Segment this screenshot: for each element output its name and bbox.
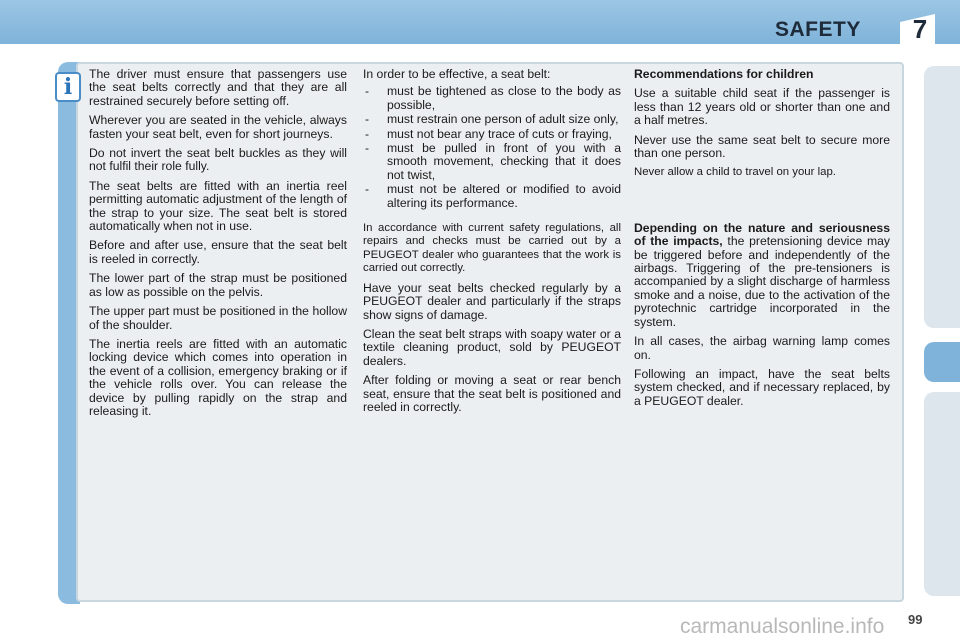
intro-text: In order to be effective, a seat belt: <box>363 67 551 81</box>
requirements-list <box>363 85 621 210</box>
paragraph: The inertia reels are fitted with an automatic locking device which comes into operation in the event of a collision, emergency braking or if the vehicle rolls over. You can release the device by pulling rapidly on the strap and releasing it. <box>89 336 347 418</box>
paragraph: After folding or moving a seat or rear bench seat, ensure that the seat belt is positioned and reeled in correctly. <box>363 373 621 414</box>
paragraph: Use a suitable child seat if the passenger is less than 12 years old or shorter than one and a half metres. <box>634 86 890 128</box>
paragraph: In accordance with current safety regulations, all repairs and checks must be carried out by a PEUGEOT dealer who guarantees that the work is carried out correctly. <box>363 222 621 275</box>
paragraph: Do not invert the seat belt buckles as they will not fulfil their role fully. <box>89 146 347 174</box>
paragraph: Wherever you are seated in the vehicle, always fasten your seat belt, even for short journeys. <box>89 113 347 141</box>
paragraph: Following an impact, have the seat belts system checked, and if necessary replaced, by a PEUGEOT dealer. <box>634 366 890 408</box>
paragraph: In all cases, the airbag warning lamp comes on. <box>634 334 890 362</box>
info-icon: i <box>55 72 81 102</box>
paragraph: Clean the seat belt straps with soapy water or a textile cleaning product, sold by PEUGEOT dealers. <box>363 326 621 368</box>
list-item: - must be tightened as close to the body as possible, <box>365 84 621 112</box>
section-title: SAFETY <box>775 18 861 41</box>
paragraph: Have your seat belts checked regularly by a PEUGEOT dealer and particularly if the straps show signs of damage. <box>363 280 621 322</box>
paragraph: The driver must ensure that passengers use the seat belts correctly and that they are all restrained securely before setting off. <box>89 67 347 108</box>
page-number: 99 <box>908 612 923 627</box>
watermark: carmanualsonline.info <box>680 615 885 638</box>
column-left <box>89 68 347 424</box>
column-middle <box>363 68 621 420</box>
side-tab[interactable] <box>924 392 960 596</box>
paragraph: Before and after use, ensure that the seat belt is reeled in correctly. <box>89 238 347 266</box>
impact-paragraph <box>634 222 890 329</box>
list-item: - must restrain one person of adult size only, <box>365 112 619 127</box>
impact-bold: Depending on the nature and seriousness of the impacts, <box>634 220 890 249</box>
side-tab-active[interactable] <box>924 342 960 382</box>
children-heading: Recommendations for children <box>634 67 814 81</box>
side-tab[interactable] <box>924 66 960 328</box>
paragraph: Never allow a child to travel on your lap. <box>634 166 836 179</box>
chapter-number: 7 <box>912 14 928 44</box>
paragraph: The upper part must be positioned in the hollow of the shoulder. <box>89 304 347 332</box>
list-item: - must not be altered or modified to avoid altering its performance. <box>365 182 621 210</box>
paragraph: Never use the same seat belt to secure more than one person. <box>634 132 890 161</box>
paragraph: The lower part of the strap must be positioned as low as possible on the pelvis. <box>89 271 347 299</box>
column-right <box>634 68 890 414</box>
list-item: - must be pulled in front of you with a smooth movement, checking that it does not twist, <box>365 141 621 182</box>
impact-text: the pretensioning device may be triggered before and independently of the airbags. Triggering of the pre-tensioners is accompanied by a slight discharge of harmless smoke and a noise, due to the activation of the pyrotechnic cartridge incorporated in the system. <box>634 234 890 329</box>
list-item: - must not bear any trace of cuts or fraying, <box>365 126 612 141</box>
paragraph: The seat belts are fitted with an inertia reel permitting automatic adjustment of the length of the strap to your size. The seat belt is stored automatically when not in use. <box>89 178 347 234</box>
